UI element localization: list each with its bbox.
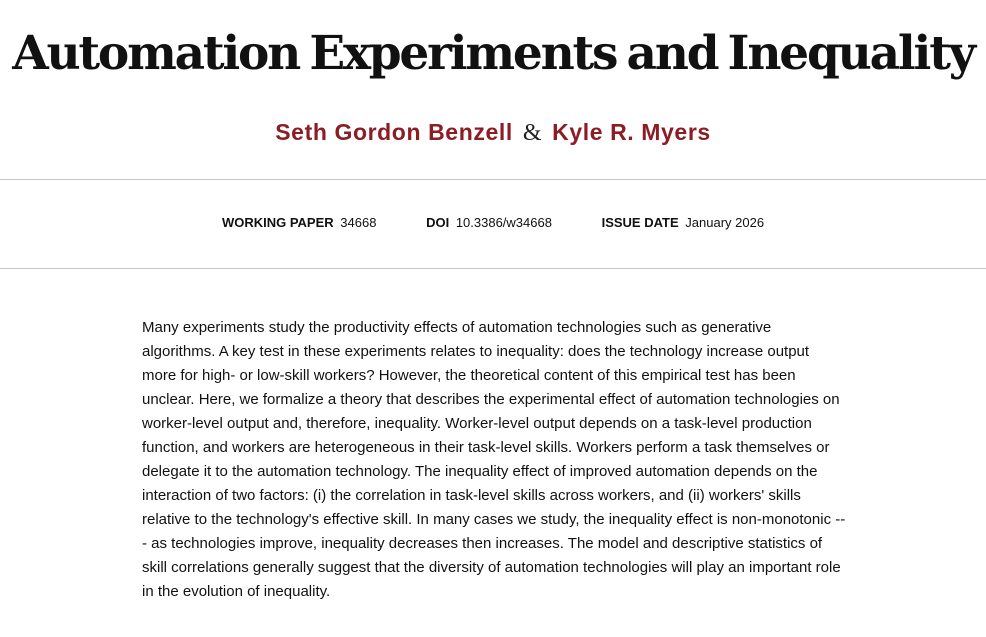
- author-list: [0, 116, 986, 149]
- working-paper-value: 34668: [340, 215, 377, 230]
- doi: [426, 214, 552, 232]
- paper-metadata: [0, 214, 986, 232]
- divider-bottom: [0, 268, 986, 269]
- working-paper-number: [222, 214, 377, 232]
- author-link-myers[interactable]: Kyle R. Myers: [552, 119, 711, 145]
- issue-date-value: January 2026: [685, 215, 765, 230]
- paper-title: Automation Experiments and Inequality: [12, 26, 974, 81]
- doi-label: DOI: [426, 215, 450, 230]
- issue-date-label: ISSUE DATE: [601, 215, 679, 230]
- working-paper-label: WORKING PAPER: [221, 215, 334, 230]
- author-link-benzell[interactable]: Seth Gordon Benzell: [275, 119, 513, 145]
- divider-top: [0, 179, 986, 180]
- abstract-text: Many experiments study the productivity effects of automation technologies such as generative algorithms. A key test in these experiments relates to inequality: does the technology increase output more for high- or low-skill workers? However, the theoretical content of this empirical test has been unclear. Here, we formalize a theory that describes the experimental effect of automation technologies on worker-level output and, therefore, inequality. Worker-level output depends on a task-level production function, and workers are heterogeneous in their task-level skills. Workers perform a task themselves or delegate it to the automation technology. The inequality effect of improved automation depends on the interaction of two factors: (i) the correlation in task-level skills across workers, and (ii) workers' skills relative to the technology's effective skill. In many cases we study, the inequality effect is non-monotonic --- as technologies improve, inequality decreases then increases. The model and descriptive statistics of skill correlations generally suggest that the diversity of automation technologies will play an important role in the evolution of inequality.: [142, 319, 846, 600]
- issue-date: [602, 214, 764, 232]
- doi-value: 10.3386/w34668: [455, 215, 552, 230]
- author-separator: &: [522, 120, 543, 146]
